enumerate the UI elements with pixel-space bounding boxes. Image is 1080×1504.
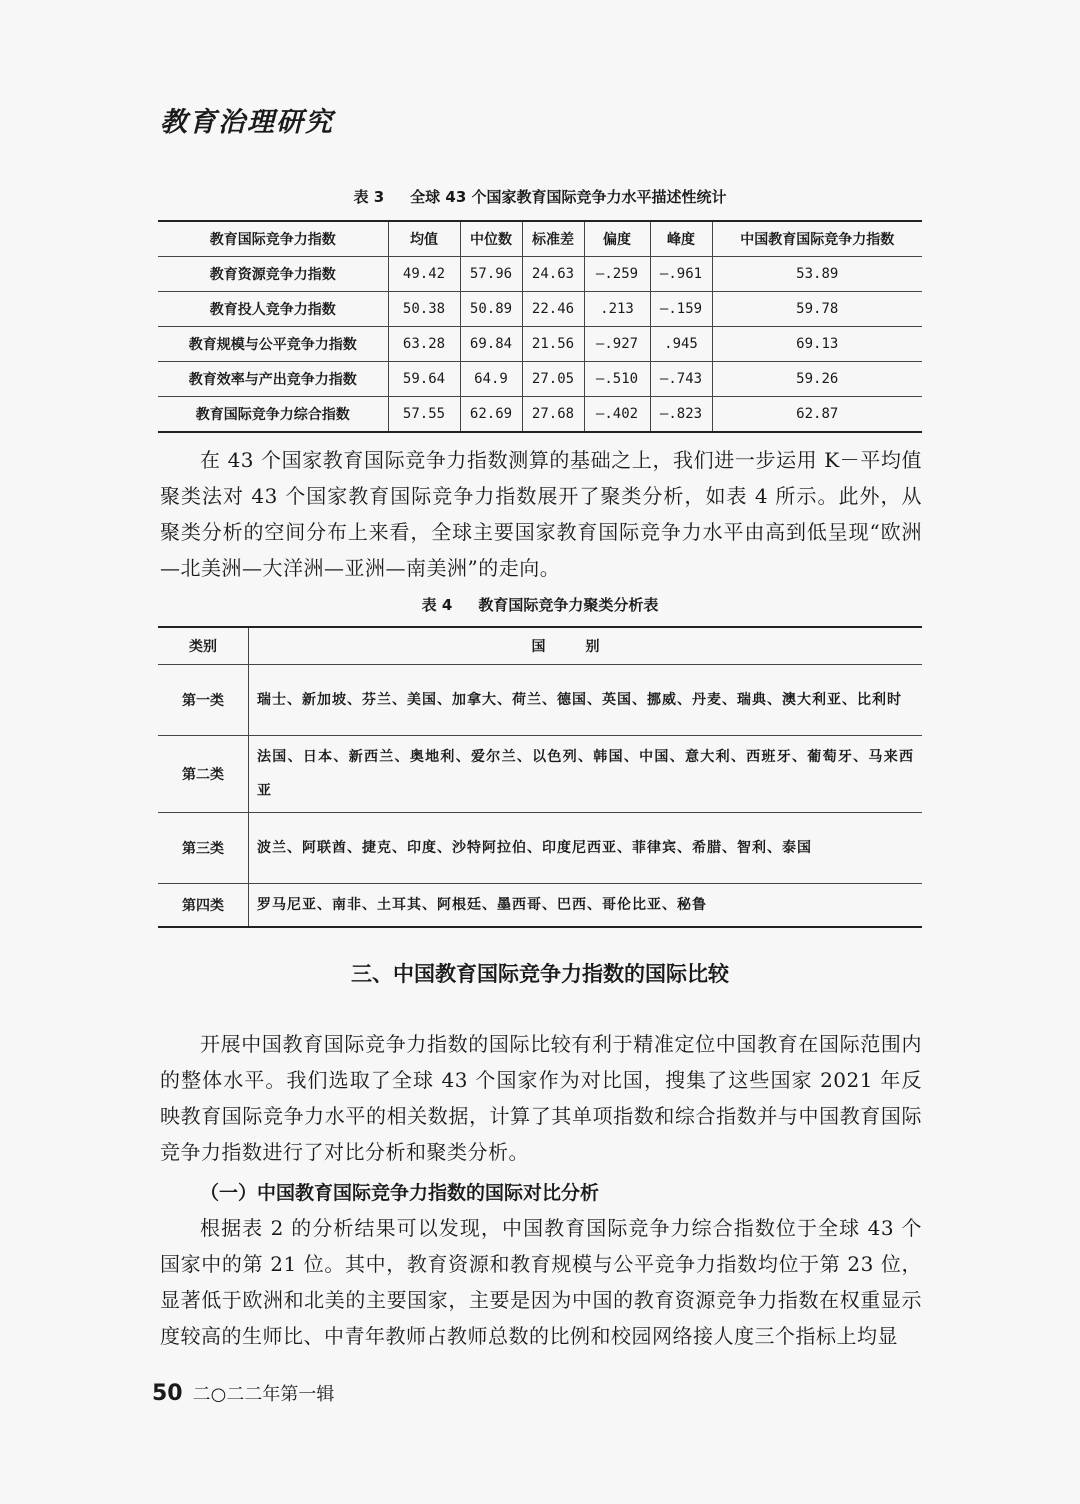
table3-header-row xyxy=(158,221,922,257)
table3-cell: 64.9 xyxy=(460,362,522,397)
table3-col-header: 峰度 xyxy=(650,221,712,257)
journal-header: 教育治理研究 xyxy=(160,107,334,138)
table3-col-header: 中位数 xyxy=(460,221,522,257)
table3 xyxy=(158,220,922,433)
table3-cell: 59.78 xyxy=(712,292,922,327)
table4-countries: 罗马尼亚、南非、土耳其、阿根廷、墨西哥、巴西、哥伦比亚、秘鲁 xyxy=(249,884,923,928)
table3-caption xyxy=(0,186,1080,207)
table3-title: 全球 43 个国家教育国际竞争力水平描述性统计 xyxy=(410,188,727,206)
table4-category: 第一类 xyxy=(158,665,249,736)
table3-cell: 22.46 xyxy=(522,292,584,327)
table4-category: 第四类 xyxy=(158,884,249,928)
table-row xyxy=(158,397,922,433)
table-row xyxy=(158,665,922,736)
paragraph-comparison-intro: 开展中国教育国际竞争力指数的国际比较有利于精准定位中国教育在国际范围内的整体水平。我们选取了全球 43 个国家作为对比国，搜集了这些国家 2021 年反映教育国际竞争力水平的相关数据，计算了其单项指数和综合指数并与中国教育国际竞争力指数进行了对比分析和聚类分析。 xyxy=(160,1032,922,1164)
table3-cell: 50.89 xyxy=(460,292,522,327)
table3-cell: —.743 xyxy=(650,362,712,397)
table4-header-row xyxy=(158,627,922,665)
table3-cell: 69.13 xyxy=(712,327,922,362)
table3-cell: 53.89 xyxy=(712,257,922,292)
table4-col-header: 类别 xyxy=(158,627,249,665)
table3-cell: —.961 xyxy=(650,257,712,292)
table3-col-header: 均值 xyxy=(388,221,460,257)
table3-cell: 69.84 xyxy=(460,327,522,362)
table4-countries: 法国、日本、新西兰、奥地利、爱尔兰、以色列、韩国、中国、意大利、西班牙、葡萄牙、马来西亚 xyxy=(249,736,923,813)
table3-cell: 21.56 xyxy=(522,327,584,362)
table3-cell: 27.05 xyxy=(522,362,584,397)
paragraph-analysis: 根据表 2 的分析结果可以发现，中国教育国际竞争力综合指数位于全球 43 个国家中的第 21 位。其中，教育资源和教育规模与公平竞争力指数均位于第 23 位，显著低于欧洲和北美的主要国家，主要是因为中国的教育资源竞争力指数在权重显示度较高的生师比、中青年教师占教师总数的比例和校园网络接人度三个指标上均显 xyxy=(160,1216,922,1348)
table4-countries: 波兰、阿联酋、捷克、印度、沙特阿拉伯、印度尼西亚、菲律宾、希腊、智利、泰国 xyxy=(249,813,923,884)
table3-number: 表 3 xyxy=(353,188,385,206)
table3-cell: 59.64 xyxy=(388,362,460,397)
table3-col-header: 偏度 xyxy=(584,221,650,257)
table3-cell: 教育资源竞争力指数 xyxy=(158,257,388,292)
table3-cell: 63.28 xyxy=(388,327,460,362)
table3-cell: —.159 xyxy=(650,292,712,327)
table3-col-header: 标准差 xyxy=(522,221,584,257)
page-footer xyxy=(152,1380,334,1406)
table-row xyxy=(158,257,922,292)
table-row xyxy=(158,292,922,327)
table3-col-header: 教育国际竞争力指数 xyxy=(158,221,388,257)
table3-cell: 教育投人竞争力指数 xyxy=(158,292,388,327)
table3-cell: .945 xyxy=(650,327,712,362)
table3-cell: 教育规模与公平竞争力指数 xyxy=(158,327,388,362)
table3-cell: 57.96 xyxy=(460,257,522,292)
table3-cell: —.823 xyxy=(650,397,712,433)
issue-label: 二○二二年第一辑 xyxy=(192,1384,335,1405)
table3-cell: 62.87 xyxy=(712,397,922,433)
table4-countries: 瑞士、新加坡、芬兰、美国、加拿大、荷兰、德国、英国、挪威、丹麦、瑞典、澳大利亚、比利时 xyxy=(249,665,923,736)
table4-category: 第二类 xyxy=(158,736,249,813)
page-number: 50 xyxy=(152,1381,183,1406)
table4-caption xyxy=(0,594,1080,615)
table3-cell: 教育国际竞争力综合指数 xyxy=(158,397,388,433)
subsection-heading: （一）中国教育国际竞争力指数的国际对比分析 xyxy=(200,1182,600,1204)
table-row xyxy=(158,362,922,397)
table4-col-header: 国别 xyxy=(249,627,923,665)
table3-cell: 62.69 xyxy=(460,397,522,433)
table-row xyxy=(158,884,922,928)
table-row xyxy=(158,736,922,813)
table-row xyxy=(158,327,922,362)
table3-cell: 59.26 xyxy=(712,362,922,397)
section-title: 三、中国教育国际竞争力指数的国际比较 xyxy=(351,962,729,986)
table3-cell: —.259 xyxy=(584,257,650,292)
table3-cell: —.927 xyxy=(584,327,650,362)
table4 xyxy=(158,626,922,928)
table3-col-header: 中国教育国际竞争力指数 xyxy=(712,221,922,257)
table4-title: 教育国际竞争力聚类分析表 xyxy=(478,596,659,614)
table-row xyxy=(158,813,922,884)
table3-cell: .213 xyxy=(584,292,650,327)
table3-cell: —.510 xyxy=(584,362,650,397)
table3-cell: 教育效率与产出竞争力指数 xyxy=(158,362,388,397)
table4-number: 表 4 xyxy=(421,596,453,614)
table3-cell: 24.63 xyxy=(522,257,584,292)
table3-cell: —.402 xyxy=(584,397,650,433)
table4-category: 第三类 xyxy=(158,813,249,884)
table3-cell: 27.68 xyxy=(522,397,584,433)
paragraph-clustering-intro: 在 43 个国家教育国际竞争力指数测算的基础之上，我们进一步运用 K－平均值聚类法对 43 个国家教育国际竞争力指数展开了聚类分析，如表 4 所示。此外，从聚类分析的空间分布上来看，全球主要国家教育国际竞争力水平由高到低呈现“欧洲—北美洲—大洋洲—亚洲—南美洲”的走向。 xyxy=(160,448,922,580)
table3-cell: 57.55 xyxy=(388,397,460,433)
table3-cell: 50.38 xyxy=(388,292,460,327)
table3-cell: 49.42 xyxy=(388,257,460,292)
